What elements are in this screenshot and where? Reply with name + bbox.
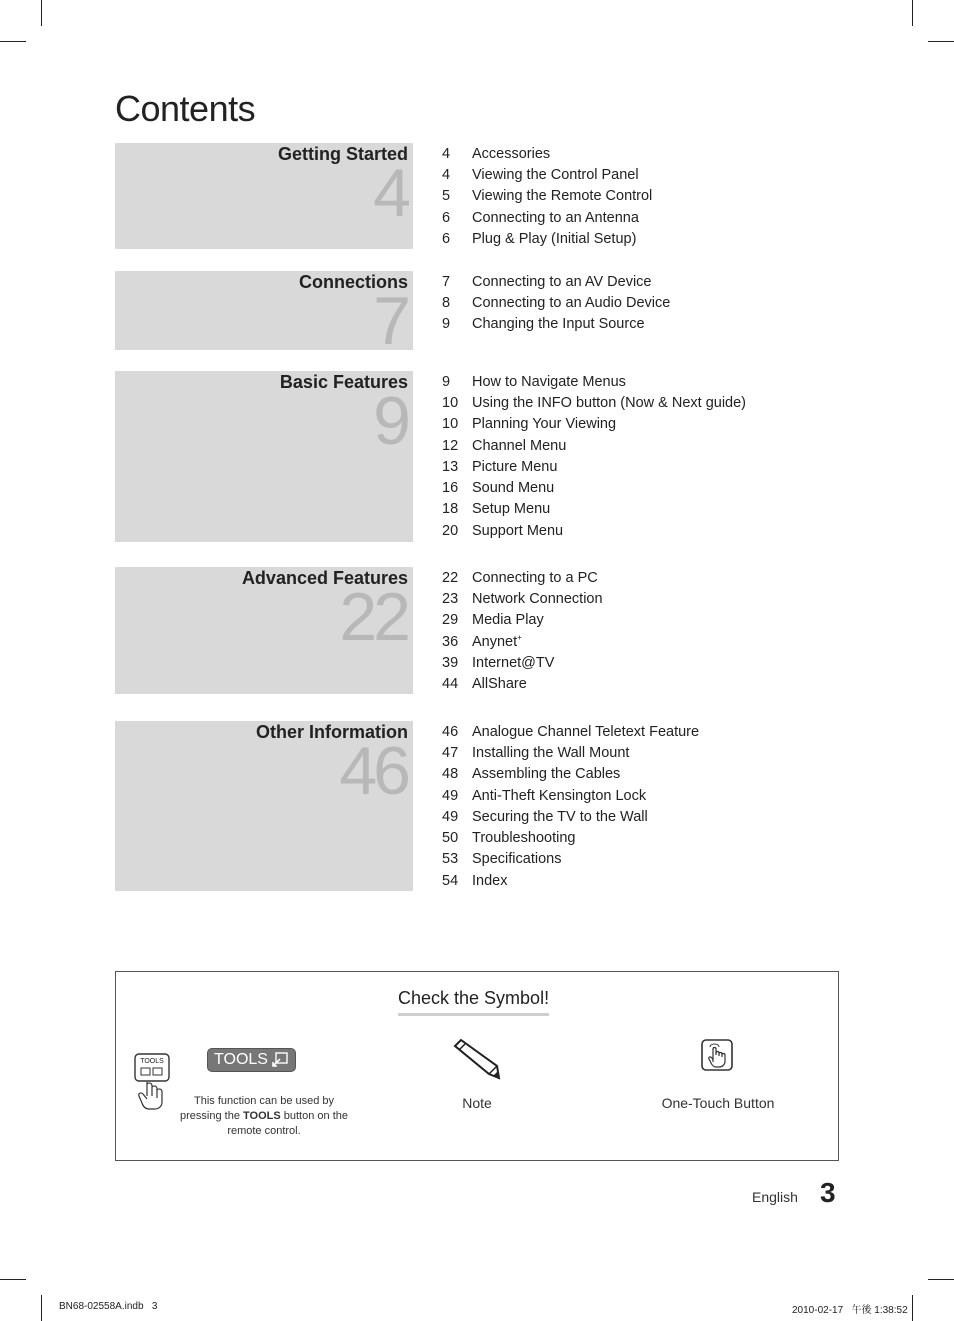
toc-title bbox=[472, 873, 507, 889]
check-the-symbol-box bbox=[115, 971, 839, 1161]
crop-mark bbox=[912, 1295, 913, 1321]
toc-title-text: Analogue Channel Teletext Feature bbox=[472, 723, 700, 740]
toc-title bbox=[472, 830, 575, 846]
toc-title bbox=[472, 788, 646, 804]
toc-page-number: 13 bbox=[442, 458, 459, 475]
section-header-box bbox=[115, 371, 413, 542]
crop-mark bbox=[0, 1279, 26, 1280]
section-header-box bbox=[115, 567, 413, 694]
toc-entry[interactable] bbox=[442, 271, 670, 292]
crop-mark bbox=[928, 41, 954, 42]
note-label: Note bbox=[462, 1095, 492, 1111]
toc-entry[interactable] bbox=[442, 849, 699, 870]
toc-page-number: 7 bbox=[442, 273, 451, 290]
toc-entry[interactable] bbox=[442, 652, 603, 673]
toc-title-text: Connecting to an AV Device bbox=[472, 273, 652, 290]
one-touch-button-icon bbox=[700, 1038, 734, 1072]
toc-list bbox=[442, 371, 746, 541]
toc-entry[interactable] bbox=[442, 228, 652, 249]
toc-title bbox=[472, 231, 636, 247]
section-name: Getting Started bbox=[277, 144, 408, 164]
toc-title-text: Sound Menu bbox=[472, 480, 555, 497]
footer-language: English bbox=[752, 1189, 798, 1205]
toc-entry[interactable] bbox=[442, 314, 670, 335]
toc-title bbox=[472, 188, 652, 204]
section-number: 4 bbox=[373, 155, 407, 231]
toc-page-number: 54 bbox=[442, 872, 459, 889]
toc-entry[interactable] bbox=[442, 870, 699, 891]
crop-mark bbox=[912, 0, 913, 26]
toc-page-number: 49 bbox=[442, 787, 459, 804]
toc-page-number: 9 bbox=[442, 373, 451, 390]
toc-title bbox=[472, 766, 620, 782]
toc-page-number: 46 bbox=[442, 723, 459, 740]
remote-tools-label: TOOLS bbox=[140, 1058, 164, 1065]
toc-entry[interactable] bbox=[442, 477, 746, 498]
toc-page-number: 6 bbox=[442, 230, 451, 247]
toc-title-text: Installing the Wall Mount bbox=[472, 744, 630, 761]
toc-entry[interactable] bbox=[442, 456, 746, 477]
tools-badge bbox=[207, 1048, 296, 1072]
toc-page-number: 16 bbox=[442, 480, 459, 497]
toc-title-text: Assembling the Cables bbox=[472, 766, 621, 783]
section-name: Advanced Features bbox=[241, 568, 408, 588]
toc-title bbox=[472, 459, 557, 475]
crop-mark bbox=[41, 0, 42, 26]
toc-page-number: 4 bbox=[442, 166, 451, 183]
toc-page-number: 6 bbox=[442, 209, 451, 226]
toc-page-number: 47 bbox=[442, 744, 459, 761]
toc-entry[interactable] bbox=[442, 392, 746, 413]
toc-page-number: 9 bbox=[442, 316, 451, 333]
toc-page-number: 44 bbox=[442, 676, 459, 693]
toc-title bbox=[472, 395, 746, 411]
toc-title-text: Connecting to a PC bbox=[472, 569, 598, 586]
toc-title bbox=[472, 570, 598, 586]
section-name: Basic Features bbox=[279, 372, 408, 392]
section-number: 46 bbox=[339, 733, 407, 809]
toc-entry[interactable] bbox=[442, 292, 670, 313]
tools-arrow-icon bbox=[271, 1052, 289, 1068]
toc-title-text: Network Connection bbox=[472, 590, 603, 607]
toc-page-number: 20 bbox=[442, 522, 459, 539]
toc-entry[interactable] bbox=[442, 164, 652, 185]
toc-title-text: Using the INFO button (Now & Next guide) bbox=[472, 394, 747, 411]
toc-title bbox=[472, 745, 629, 761]
toc-entry[interactable] bbox=[442, 764, 699, 785]
toc-entry[interactable] bbox=[442, 499, 746, 520]
toc-page-number: 18 bbox=[442, 501, 459, 518]
toc-title-text: Index bbox=[472, 872, 508, 889]
toc-page-number: 22 bbox=[442, 569, 459, 586]
toc-title-text: Changing the Input Source bbox=[472, 316, 645, 333]
toc-title-text: Viewing the Control Panel bbox=[472, 166, 639, 183]
section-number: 9 bbox=[373, 383, 407, 459]
toc-title bbox=[472, 167, 639, 183]
toc-title bbox=[472, 416, 616, 432]
toc-title-text: Anynet bbox=[472, 633, 518, 650]
crop-mark bbox=[41, 1295, 42, 1321]
toc-title bbox=[472, 523, 563, 539]
toc-page-number: 48 bbox=[442, 766, 459, 783]
toc-title-text: Picture Menu bbox=[472, 458, 558, 475]
toc-title bbox=[472, 480, 554, 496]
note-pencil-icon bbox=[449, 1036, 504, 1081]
page-title: Contents bbox=[115, 88, 256, 129]
tools-caption: This function can be used by pressing the TOOLS button on the remote control. bbox=[180, 1095, 348, 1137]
toc-page-number: 36 bbox=[442, 633, 459, 650]
toc-title-text: Connecting to an Antenna bbox=[472, 209, 639, 226]
toc-title bbox=[472, 501, 550, 517]
toc-page-number: 5 bbox=[442, 188, 451, 205]
toc-title bbox=[472, 612, 544, 628]
toc-entry[interactable] bbox=[442, 785, 699, 806]
toc-entry[interactable] bbox=[442, 610, 603, 631]
toc-title bbox=[472, 374, 626, 390]
section-number: 22 bbox=[339, 579, 407, 655]
toc-title bbox=[472, 655, 554, 671]
toc-page-number: 53 bbox=[442, 851, 459, 868]
toc-entry[interactable] bbox=[442, 143, 652, 164]
toc-title bbox=[472, 724, 699, 740]
toc-title-text: Specifications bbox=[472, 851, 562, 868]
toc-entry[interactable] bbox=[442, 631, 603, 652]
toc-title bbox=[472, 438, 566, 454]
toc-title-text: Connecting to an Audio Device bbox=[472, 294, 671, 311]
toc-title-text: Media Play bbox=[472, 612, 544, 629]
toc-title bbox=[472, 146, 550, 162]
toc-page-number: 50 bbox=[442, 830, 459, 847]
toc-page-number: 12 bbox=[442, 437, 459, 454]
section-header-box bbox=[115, 721, 413, 891]
toc-title bbox=[472, 809, 648, 825]
remote-tools-button-icon bbox=[133, 1052, 173, 1110]
one-touch-button-label: One-Touch Button bbox=[661, 1095, 775, 1111]
print-slug-timestamp: 2010-02-17 午後 1:38:52 bbox=[792, 1305, 908, 1316]
toc-title-text: Support Menu bbox=[472, 522, 564, 539]
toc-title bbox=[472, 633, 522, 650]
toc-list bbox=[442, 567, 603, 695]
toc-entry[interactable] bbox=[442, 207, 652, 228]
section-header-box bbox=[115, 271, 413, 350]
toc-title bbox=[472, 591, 603, 607]
toc-entry[interactable] bbox=[442, 806, 699, 827]
toc-entry[interactable] bbox=[442, 435, 746, 456]
crop-mark bbox=[928, 1279, 954, 1280]
toc-entry[interactable] bbox=[442, 721, 699, 742]
footer-page-number: 3 bbox=[820, 1177, 836, 1208]
toc-entry[interactable] bbox=[442, 742, 699, 763]
symbol-box-title: Check the Symbol! bbox=[398, 988, 549, 1016]
toc-title-text: Troubleshooting bbox=[472, 830, 576, 847]
toc-title-text: Anti-Theft Kensington Lock bbox=[472, 787, 647, 804]
toc-title-text: Planning Your Viewing bbox=[472, 416, 617, 433]
toc-list bbox=[442, 721, 699, 891]
toc-entry[interactable] bbox=[442, 588, 603, 609]
toc-title bbox=[472, 676, 527, 692]
toc-title bbox=[472, 316, 645, 332]
toc-title bbox=[472, 295, 670, 311]
tools-caption-bold: TOOLS bbox=[243, 1110, 281, 1122]
toc-page-number: 39 bbox=[442, 654, 459, 671]
toc-entry[interactable] bbox=[442, 567, 603, 588]
toc-list bbox=[442, 271, 670, 335]
crop-mark bbox=[0, 41, 26, 42]
toc-title-text: Accessories bbox=[472, 145, 551, 162]
section-name: Connections bbox=[298, 272, 408, 292]
toc-entry[interactable] bbox=[442, 827, 699, 848]
toc-title bbox=[472, 210, 639, 226]
toc-page-number: 23 bbox=[442, 590, 459, 607]
toc-title-text: How to Navigate Menus bbox=[472, 373, 626, 390]
toc-title-text: Channel Menu bbox=[472, 437, 567, 454]
tools-badge-label: TOOLS bbox=[214, 1051, 268, 1068]
toc-title-superscript: + bbox=[517, 633, 522, 643]
print-slug-file: BN68-02558A.indb 3 bbox=[59, 1301, 158, 1312]
toc-page-number: 10 bbox=[442, 416, 459, 433]
toc-title bbox=[472, 851, 561, 867]
toc-title-text: Plug & Play (Initial Setup) bbox=[472, 230, 637, 247]
section-name: Other Information bbox=[256, 722, 408, 742]
toc-page-number: 49 bbox=[442, 808, 459, 825]
toc-title-text: Viewing the Remote Control bbox=[472, 188, 653, 205]
toc-page-number: 10 bbox=[442, 394, 459, 411]
toc-title-text: Setup Menu bbox=[472, 501, 551, 518]
toc-entry[interactable] bbox=[442, 673, 603, 694]
section-header-box bbox=[115, 143, 413, 249]
toc-title bbox=[472, 274, 651, 290]
toc-entry[interactable] bbox=[442, 371, 746, 392]
toc-page-number: 29 bbox=[442, 612, 459, 629]
toc-title-text: AllShare bbox=[472, 676, 527, 693]
section-number: 7 bbox=[373, 283, 407, 350]
toc-page-number: 8 bbox=[442, 294, 451, 311]
toc-title-text: Securing the TV to the Wall bbox=[472, 808, 648, 825]
toc-entry[interactable] bbox=[442, 186, 652, 207]
toc-title-text: Internet@TV bbox=[472, 654, 555, 671]
toc-entry[interactable] bbox=[442, 520, 746, 541]
toc-entry[interactable] bbox=[442, 414, 746, 435]
toc-list bbox=[442, 143, 652, 249]
toc-page-number: 4 bbox=[442, 145, 451, 162]
